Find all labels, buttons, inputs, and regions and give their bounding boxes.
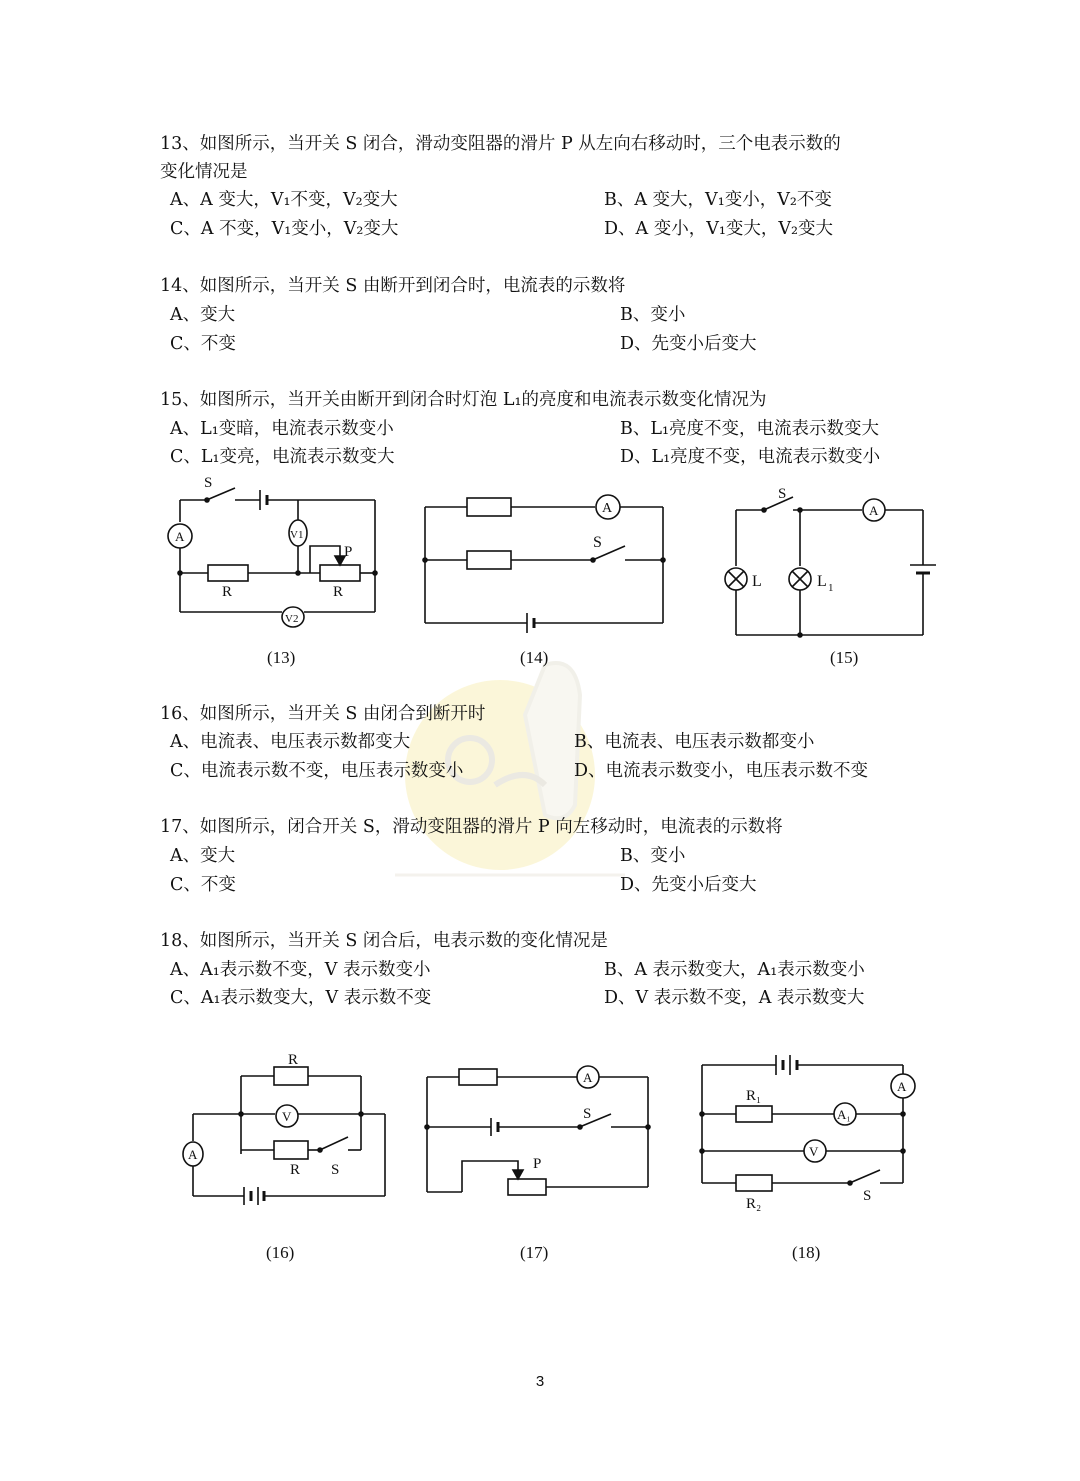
fig18-label-r1: R₁ [746,1088,762,1104]
question-14-option-b: B、变小 [620,305,686,325]
fig18-label-v: V [809,1144,819,1159]
question-13-stem-line1: 13、如图所示，当开关 S 闭合，滑动变阻器的滑片 P 从左向右移动时，三个电表示数的 [160,134,841,154]
fig15-label-s: S [778,486,787,502]
fig16-label-s: S [331,1162,340,1178]
figure-18-caption: (18) [792,1243,821,1262]
figure-15-caption: (15) [830,648,859,667]
question-17-option-c: C、不变 [170,875,236,895]
fig15-label-l: L [752,573,762,590]
question-15-option-b: B、L₁亮度不变，电流表示数变大 [620,419,879,439]
fig13-label-a: A [175,529,185,544]
question-17-option-d: D、先变小后变大 [620,875,757,895]
figure-16-caption: (16) [266,1243,295,1262]
fig18-label-s: S [863,1188,872,1204]
fig17-label-s: S [583,1106,592,1122]
fig15-label-l1-sub: 1 [828,582,834,594]
fig16-label-r-bot: R [290,1162,301,1178]
question-18-stem: 18、如图所示，当开关 S 闭合后，电表示数的变化情况是 [160,931,608,951]
figure-13-caption: (13) [267,648,296,667]
fig14-label-s: S [593,534,602,551]
circuit-figure-17 [415,1055,665,1205]
question-15-option-a: A、L₁变暗，电流表示数变小 [170,419,394,439]
question-18-option-d: D、V 表示数不变，A 表示数变大 [604,988,865,1008]
fig16-label-a: A [188,1147,198,1162]
fig13-label-r1: R [222,584,233,600]
figure-17-caption: (17) [520,1243,549,1262]
question-13-stem-line2: 变化情况是 [160,162,248,182]
fig13-label-s: S [204,475,213,491]
fig16-label-v: V [282,1109,292,1124]
fig14-label-a: A [602,501,613,516]
fig13-label-r2: R [333,584,344,600]
circuit-figure-14 [415,485,675,640]
question-18-option-b: B、A 表示数变大，A₁表示数变小 [604,960,865,980]
question-13-option-c: C、A 不变，V₁变小，V₂变大 [170,219,399,239]
circuit-figure-13 [160,470,390,635]
fig16-label-r-top: R [288,1052,299,1068]
question-14-option-a: A、变大 [170,305,236,325]
fig18-label-a1: A₁ [837,1107,851,1122]
question-14-option-d: D、先变小后变大 [620,334,757,354]
question-18-option-c: C、A₁表示数变大，V 表示数不变 [170,988,432,1008]
question-17-option-a: A、变大 [170,846,236,866]
question-17-stem: 17、如图所示，闭合开关 S，滑动变阻器的滑片 P 向左移动时，电流表的示数将 [160,817,783,837]
fig18-label-a: A [897,1079,907,1094]
question-18-option-a: A、A₁表示数不变，V 表示数变小 [170,960,431,980]
question-13-option-b: B、A 变大，V₁变小，V₂不变 [604,190,832,210]
question-14-stem: 14、如图所示，当开关 S 由断开到闭合时，电流表的示数将 [160,276,626,296]
fig13-label-p: P [344,544,353,560]
fig13-label-v2: V2 [285,613,299,625]
fig17-label-a: A [583,1070,593,1085]
fig18-label-r2: R₂ [746,1196,762,1212]
fig17-label-p: P [533,1156,542,1172]
circuit-figure-18 [690,1040,930,1220]
question-14-option-c: C、不变 [170,334,236,354]
circuit-figure-15 [720,480,950,645]
question-17-option-b: B、变小 [620,846,686,866]
figure-14-caption: (14) [520,648,549,667]
question-16-option-a: A、电流表、电压表示数都变大 [170,732,411,752]
page-number: 3 [535,1373,545,1390]
question-16-option-b: B、电流表、电压表示数都变小 [574,732,815,752]
question-15-option-c: C、L₁变亮，电流表示数变大 [170,447,395,467]
fig15-label-l1: L [817,573,827,590]
question-13-option-d: D、A 变小，V₁变大，V₂变大 [604,219,834,239]
question-15-stem: 15、如图所示，当开关由断开到闭合时灯泡 L₁的亮度和电流表示数变化情况为 [160,390,767,410]
question-16-option-c: C、电流表示数不变，电压表示数变小 [170,761,464,781]
question-13-option-a: A、A 变大，V₁不变，V₂变大 [170,190,398,210]
question-16-option-d: D、电流表示数变小，电压表示数不变 [574,761,869,781]
fig15-label-a: A [869,503,879,518]
question-16-stem: 16、如图所示，当开关 S 由闭合到断开时 [160,704,486,724]
fig13-label-v1: V1 [290,529,304,541]
question-15-option-d: D、L₁亮度不变，电流表示数变小 [620,447,881,467]
circuit-figure-16 [178,1050,398,1215]
